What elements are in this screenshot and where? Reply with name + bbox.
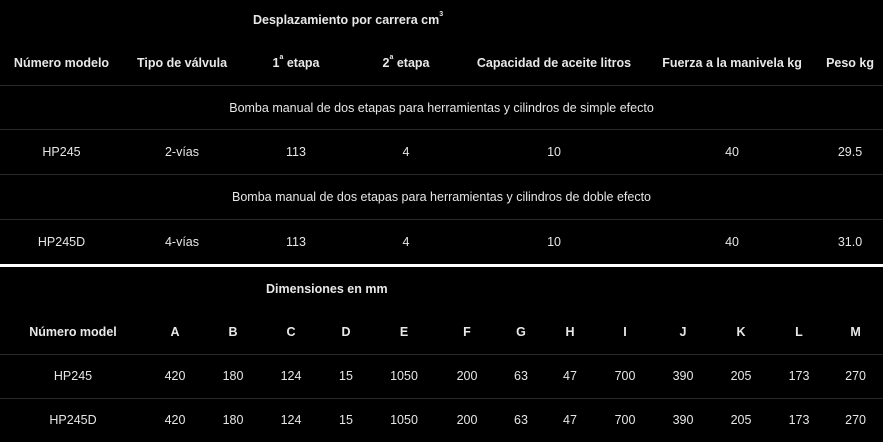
cell: 47	[563, 369, 577, 383]
cell: 420	[164, 413, 186, 428]
header-force: Fuerza a la manivela kg	[662, 55, 802, 70]
dimensions-group-header: Dimensiones en mm	[266, 281, 388, 296]
header-cell: F	[463, 324, 471, 339]
cell: 205	[730, 369, 752, 383]
cell: 205	[730, 413, 752, 428]
cell: HP245D	[49, 413, 97, 428]
header-cell: A	[170, 324, 180, 339]
cell: 270	[845, 413, 867, 428]
cell-stage1: 113	[286, 145, 306, 160]
header-valve: Tipo de válvula	[136, 55, 228, 70]
cell-stage2: 4	[402, 145, 410, 160]
header-stage1: 1$^a$ etapa	[272, 53, 320, 70]
table-row	[0, 398, 883, 442]
cell: 200	[456, 369, 478, 383]
cell: 390	[672, 369, 694, 383]
cell: HP245	[53, 369, 93, 383]
header-cell: C	[286, 324, 296, 339]
cell: 63	[514, 369, 528, 383]
cell: 1050	[390, 413, 418, 428]
cell-weight: 31.0	[837, 234, 863, 249]
cell-oil: 10	[547, 234, 561, 249]
cell: 1050	[390, 369, 418, 383]
section-single-acting: Bomba manual de dos etapas para herramientas y cilindros de simple efecto	[229, 100, 654, 115]
header-cell: D	[341, 324, 351, 339]
cell: 15	[339, 369, 353, 383]
cell: 180	[222, 369, 244, 383]
header-cell: J	[679, 324, 687, 339]
header-cell: Número model	[29, 324, 117, 339]
cell-stage1: 113	[286, 234, 306, 249]
header-cell: I	[623, 324, 627, 339]
cell: 200	[456, 413, 478, 428]
cell: 700	[614, 413, 636, 428]
cell-force: 40	[725, 145, 739, 160]
section-double-acting: Bomba manual de dos etapas para herramientas y cilindros de doble efecto	[232, 189, 652, 204]
cell: 124	[280, 413, 302, 428]
header-oil: Capacidad de aceite litros	[476, 55, 632, 70]
dimensions-table	[0, 267, 883, 442]
table-row	[0, 219, 883, 264]
header-weight: Peso kg	[826, 55, 874, 70]
cell: 173	[788, 369, 810, 383]
header-cell: B	[228, 324, 238, 339]
dimensions-header-row	[0, 310, 883, 354]
cell-model: HP245	[42, 145, 81, 160]
cell-force: 40	[725, 234, 739, 249]
header-cell: M	[850, 324, 861, 339]
header-cell: G	[516, 324, 526, 339]
cell: 420	[164, 369, 186, 383]
cell: 15	[339, 413, 353, 428]
cell: 173	[788, 413, 810, 428]
header-model: Número modelo	[13, 55, 110, 70]
header-cell: E	[399, 324, 409, 339]
cell-model: HP245D	[37, 234, 86, 249]
cell: 63	[514, 413, 528, 428]
cell: 270	[845, 369, 867, 383]
cell: 124	[280, 369, 302, 383]
cell-stage2: 4	[402, 234, 410, 249]
cell: 700	[614, 369, 636, 383]
table-row	[0, 130, 883, 175]
header-cell: L	[795, 324, 803, 339]
displacement-group-header: Desplazamiento por carrera $cm^3$	[253, 11, 444, 28]
cell: 47	[563, 413, 577, 428]
cell: 180	[222, 413, 244, 428]
cell-weight: 29.5	[837, 145, 863, 160]
header-cell: H	[565, 324, 575, 339]
header-stage2: 2$^a$ etapa	[382, 53, 430, 70]
cell: 390	[672, 413, 694, 428]
cell-oil: 10	[547, 145, 561, 160]
table-row	[0, 354, 883, 398]
cell-valve: 4-vías	[164, 234, 200, 249]
cell-valve: 2-vías	[164, 145, 200, 160]
header-cell: K	[736, 324, 746, 339]
